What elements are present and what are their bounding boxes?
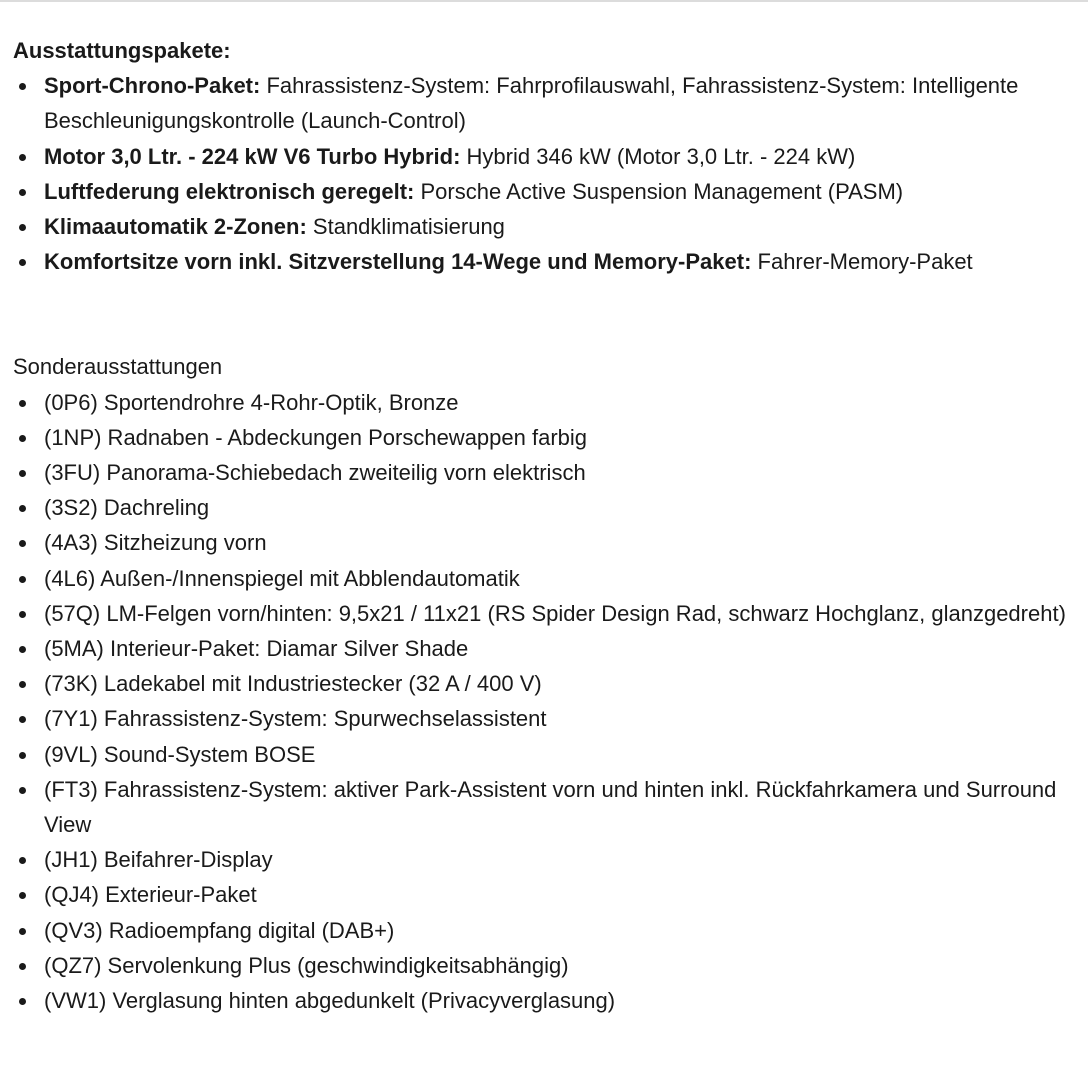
list-item — [13, 701, 1081, 736]
item-text: (3FU) Panorama-Schiebedach zweiteilig vorn elektrisch — [44, 460, 586, 486]
item-label: Komfortsitze vorn inkl. Sitzverstellung 14-Wege und Memory-Paket: — [44, 249, 752, 275]
item-text: (4A3) Sitzheizung vorn — [44, 530, 267, 556]
item-text: Fahrer-Memory-Paket — [751, 249, 973, 275]
item-text: (FT3) Fahrassistenz-System: aktiver Park-Assistent vorn und hinten inkl. Rückfahrkamera und Surround View — [44, 776, 1057, 838]
bullet-icon — [19, 892, 26, 899]
item-text: (1NP) Radnaben - Abdeckungen Porschewappen farbig — [44, 424, 588, 450]
top-divider — [0, 0, 1088, 2]
item-text: (QZ7) Servolenkung Plus (geschwindigkeitsabhängig) — [44, 952, 569, 978]
list-item — [13, 174, 1081, 209]
item-label: Luftfederung elektronisch geregelt: — [44, 178, 415, 204]
equipment-description — [13, 33, 1081, 1018]
bullet-icon — [19, 400, 26, 407]
packages-heading: Ausstattungspakete: — [13, 38, 231, 63]
item-text: (4L6) Außen-/Innenspiegel mit Abblendautomatik — [44, 565, 520, 591]
bullet-icon — [19, 83, 26, 90]
bullet-icon — [19, 189, 26, 196]
item-text: (73K) Ladekabel mit Industriestecker (32 A / 400 V) — [44, 671, 542, 697]
bullet-icon — [19, 752, 26, 759]
bullet-icon — [19, 928, 26, 935]
list-item — [13, 561, 1081, 596]
item-label: Klimaautomatik 2-Zonen: — [44, 214, 307, 240]
list-item — [13, 525, 1081, 560]
bullet-icon — [19, 681, 26, 688]
list-item — [13, 490, 1081, 525]
bullet-icon — [19, 435, 26, 442]
item-text: (9VL) Sound-System BOSE — [44, 741, 316, 767]
list-item — [13, 139, 1081, 174]
item-text: (5MA) Interieur-Paket: Diamar Silver Shade — [44, 636, 469, 662]
item-text: Standklimatisierung — [306, 214, 505, 240]
bullet-icon — [19, 646, 26, 653]
options-heading: Sonderausstattungen — [13, 354, 223, 380]
list-item — [13, 877, 1081, 912]
list-item — [13, 948, 1081, 983]
list-item — [13, 772, 1081, 842]
item-text: Fahrassistenz-System: Fahrprofilauswahl, Fahrassistenz-System: Intelligente Beschleunigungskontrolle (Launch-Control) — [44, 73, 1019, 134]
item-text: Hybrid 346 kW (Motor 3,0 Ltr. - 224 kW) — [460, 143, 856, 169]
item-label: Sport-Chrono-Paket: — [44, 73, 261, 99]
list-item — [13, 68, 1081, 138]
item-text: (JH1) Beifahrer-Display — [44, 847, 273, 873]
options-list — [13, 385, 1081, 1019]
bullet-icon — [19, 505, 26, 512]
list-item — [13, 913, 1081, 948]
bullet-icon — [19, 716, 26, 723]
list-item — [13, 420, 1081, 455]
item-text: (7Y1) Fahrassistenz-System: Spurwechselassistent — [44, 706, 547, 732]
list-item — [13, 666, 1081, 701]
bullet-icon — [19, 857, 26, 864]
item-text: (57Q) LM-Felgen vorn/hinten: 9,5x21 / 11x21 (RS Spider Design Rad, schwarz Hochglanz, glanzgedreht) — [44, 600, 1066, 626]
list-item — [13, 631, 1081, 666]
item-text: (QV3) Radioempfang digital (DAB+) — [44, 917, 395, 943]
packages-list — [13, 68, 1081, 279]
bullet-icon — [19, 998, 26, 1005]
list-item — [13, 596, 1081, 631]
list-item — [13, 455, 1081, 490]
bullet-icon — [19, 611, 26, 618]
list-item — [13, 983, 1081, 1018]
bullet-icon — [19, 224, 26, 231]
item-text: (QJ4) Exterieur-Paket — [44, 882, 257, 908]
item-text: Porsche Active Suspension Management (PASM) — [414, 178, 904, 204]
list-item — [13, 244, 1081, 279]
list-item — [13, 209, 1081, 244]
item-text: (3S2) Dachreling — [44, 495, 210, 521]
bullet-icon — [19, 470, 26, 477]
list-item — [13, 385, 1081, 420]
bullet-icon — [19, 963, 26, 970]
item-label: Motor 3,0 Ltr. - 224 kW V6 Turbo Hybrid: — [44, 143, 461, 169]
list-item — [13, 842, 1081, 877]
bullet-icon — [19, 154, 26, 161]
section-spacer — [13, 279, 1081, 349]
item-text: (VW1) Verglasung hinten abgedunkelt (Privacyverglasung) — [44, 988, 616, 1014]
bullet-icon — [19, 576, 26, 583]
bullet-icon — [19, 787, 26, 794]
item-text: (0P6) Sportendrohre 4-Rohr-Optik, Bronze — [44, 389, 459, 415]
bullet-icon — [19, 540, 26, 547]
list-item — [13, 737, 1081, 772]
bullet-icon — [19, 259, 26, 266]
